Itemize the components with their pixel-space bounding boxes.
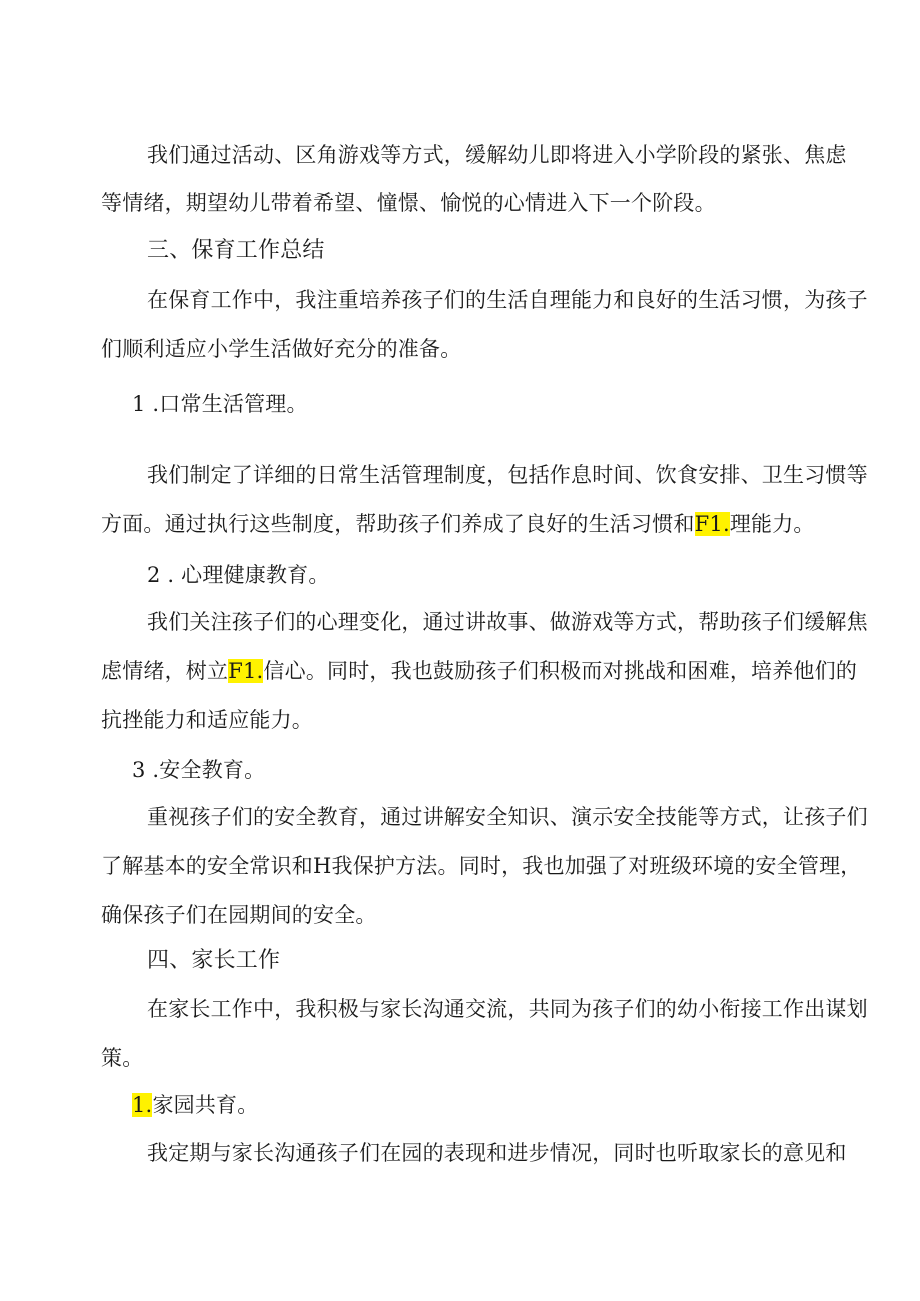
list-item-title: 2 . 心理健康教育。 (147, 563, 330, 587)
section-heading: 三、保育工作总结 (147, 238, 325, 263)
highlighted-text: F1. (228, 659, 264, 683)
paragraph-line: 等情绪，期望幼儿带着希望、憧憬、愉悦的心情进入下一个阶段。 (101, 191, 716, 215)
list-item-title: 3 .安全教育。 (132, 758, 266, 782)
paragraph-line: 们顺利适应小学生活做好充分的准备。 (101, 337, 462, 361)
paragraph-line (101, 509, 815, 539)
text-run: 理能力。 (729, 512, 815, 536)
paragraph-line: 我们通过活动、区角游戏等方式，缓解幼儿即将进入小学阶段的紧张、焦虑 (147, 143, 847, 167)
paragraph-line: 了解基本的安全常识和H我保护方法。同时，我也加强了对班级环境的安全管理， (101, 854, 862, 878)
list-item-title (132, 1090, 258, 1120)
paragraph-line: 确保孩子们在园期间的安全。 (101, 903, 377, 927)
paragraph-line: 在家长工作中，我积极与家长沟通交流，共同为孩子们的幼小衔接工作出谋划 (147, 997, 868, 1021)
paragraph-line: 重视孩子们的安全教育，通过讲解安全知识、演示安全技能等方式，让孩子们 (147, 805, 868, 829)
section-heading: 四、家长工作 (147, 948, 281, 973)
text-run: 家园共育。 (152, 1093, 259, 1117)
text-run: 虑情绪，树立 (101, 659, 229, 683)
paragraph-line: 我们制定了详细的日常生活管理制度，包括作息时间、饮食安排、卫生习惯等 (147, 463, 868, 487)
paragraph-line: 在保育工作中，我注重培养孩子们的生活自理能力和良好的生活习惯，为孩子 (147, 288, 868, 312)
text-run: 信心。同时，我也鼓励孩子们积极而对挑战和困难，培养他们的 (263, 659, 858, 683)
highlighted-text: F1. (694, 512, 730, 536)
paragraph-line: 我定期与家长沟通孩子们在园的表现和进步情况，同时也听取家长的意见和 (147, 1141, 847, 1165)
text-run: 方面。通过执行这些制度，帮助孩子们养成了良好的生活习惯和 (101, 512, 695, 536)
highlighted-text: 1. (132, 1093, 153, 1117)
list-item-title: 1 .口常生活管理。 (132, 392, 308, 416)
paragraph-line (101, 656, 857, 686)
paragraph-line: 策。 (101, 1046, 144, 1070)
paragraph-line: 我们关注孩子们的心理变化，通过讲故事、做游戏等方式，帮助孩子们缓解焦 (147, 610, 868, 634)
paragraph-line: 抗挫能力和适应能力。 (101, 708, 313, 732)
